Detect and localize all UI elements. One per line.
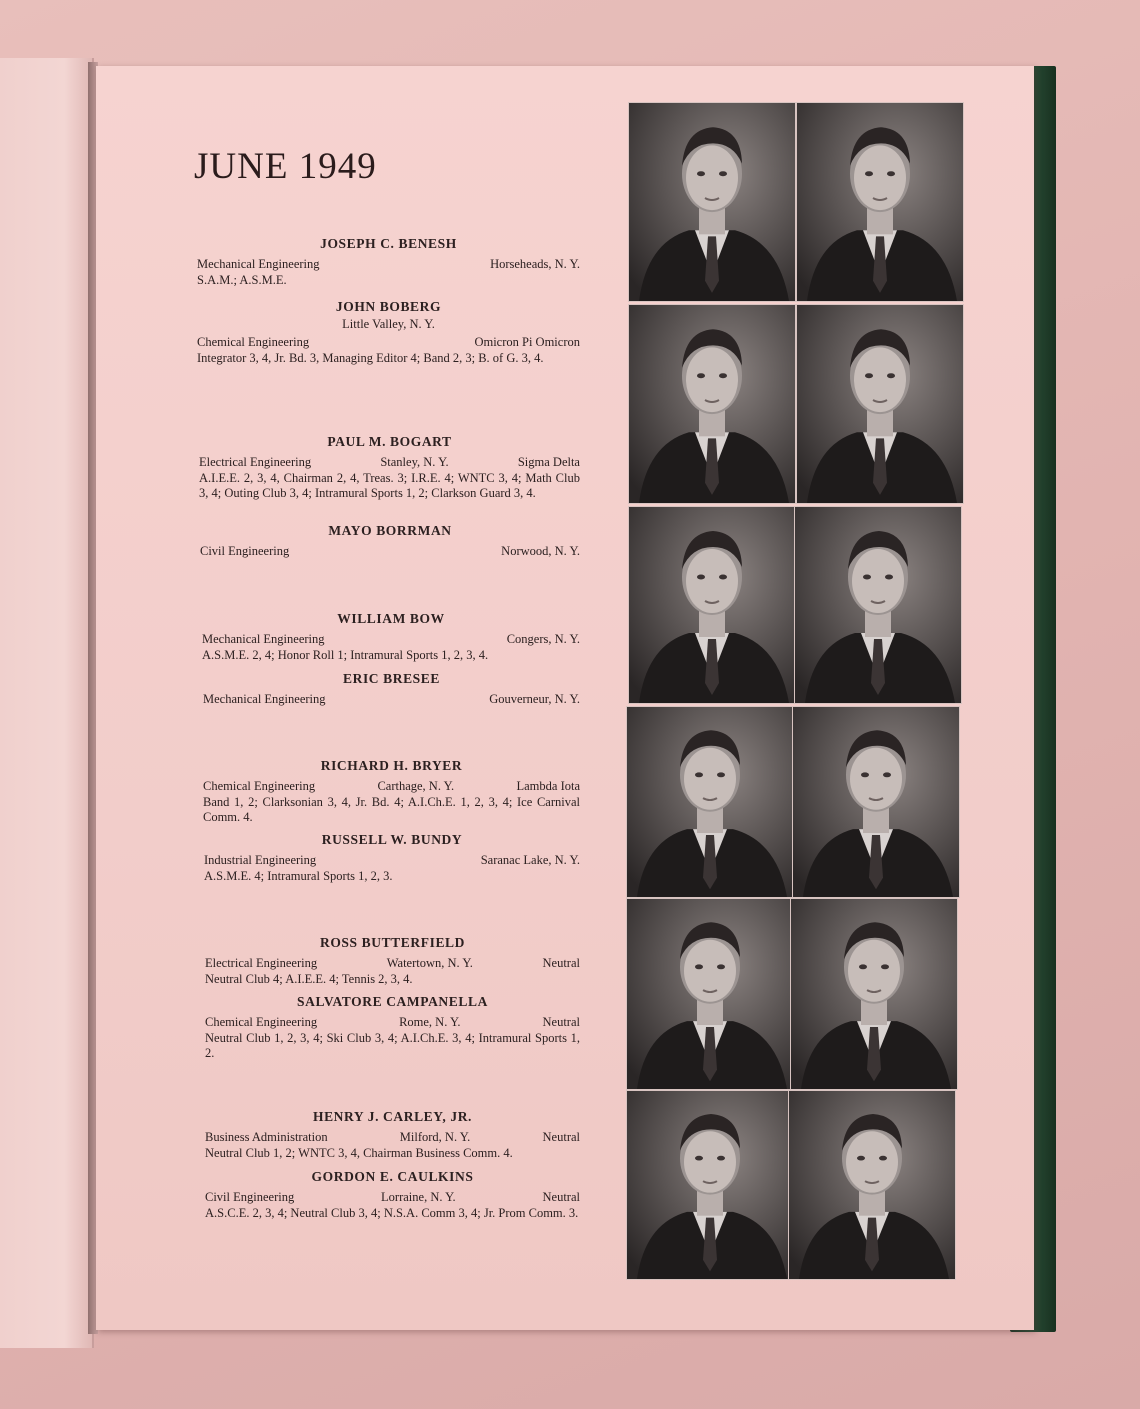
senior-fraternity: Sigma Delta xyxy=(517,455,580,469)
senior-hometown: Lorraine, N. Y. xyxy=(381,1190,456,1204)
senior-activities: Neutral Club 4; A.I.E.E. 4; Tennis 2, 3, 4. xyxy=(205,972,413,986)
senior-entry xyxy=(202,611,580,663)
senior-details-row xyxy=(200,543,580,560)
senior-details-row xyxy=(202,631,580,648)
senior-fraternity: Lambda Iota xyxy=(516,779,580,793)
senior-major: Electrical Engineering xyxy=(205,956,318,970)
senior-hometown: Omicron Pi Omicron xyxy=(474,335,580,349)
senior-details-row xyxy=(197,256,580,273)
senior-major: Chemical Engineering xyxy=(197,335,310,349)
senior-major: Electrical Engineering xyxy=(199,455,312,469)
senior-name: PAUL M. BOGART xyxy=(327,434,452,449)
senior-major: Mechanical Engineering xyxy=(203,692,326,706)
senior-entry xyxy=(205,994,580,1061)
senior-entry xyxy=(203,671,580,708)
senior-fraternity: Neutral xyxy=(542,1190,580,1204)
left-page-edge xyxy=(0,58,94,1348)
portrait-photo xyxy=(796,304,964,504)
senior-details-row xyxy=(199,454,580,471)
senior-fraternity: Neutral xyxy=(542,1015,580,1029)
senior-major: Mechanical Engineering xyxy=(202,632,325,646)
senior-name: MAYO BORRMAN xyxy=(328,523,452,538)
portrait-photo xyxy=(788,1090,956,1280)
senior-entry xyxy=(205,935,580,987)
portrait-photo xyxy=(626,898,794,1090)
portrait-photo xyxy=(794,506,962,704)
portrait-photo xyxy=(628,506,796,704)
senior-name: WILLIAM BOW xyxy=(337,611,445,626)
senior-activities: S.A.M.; A.S.M.E. xyxy=(197,273,287,287)
portrait-photo xyxy=(626,706,794,898)
senior-name: ERIC BRESEE xyxy=(342,671,440,686)
senior-name: HENRY J. CARLEY, JR. xyxy=(312,1109,473,1124)
senior-details-row xyxy=(203,778,580,795)
senior-activities: A.S.C.E. 2, 3, 4; Neutral Club 3, 4; N.S.A. Comm 3, 4; Jr. Prom Comm. 3. xyxy=(205,1206,579,1220)
senior-hometown: Carthage, N. Y. xyxy=(377,779,455,793)
senior-entry xyxy=(205,1169,580,1221)
portrait-photo xyxy=(792,706,960,898)
senior-activities: A.I.E.E. 2, 3, 4, Chairman 2, 4, Treas. 3; I.R.E. 4; WNTC 3, 4; Math Club 3, 4; Outing Club 3, 4; Intramural Sports 1, 2; Clarkson Guard 3, 4. xyxy=(199,471,580,500)
senior-hometown: Stanley, N. Y. xyxy=(380,455,449,469)
senior-entry xyxy=(205,1109,580,1161)
senior-hometown: Norwood, N. Y. xyxy=(501,544,580,558)
senior-entry xyxy=(199,434,580,501)
portrait-photo xyxy=(628,102,796,302)
senior-entry xyxy=(197,236,580,288)
page-heading: JUNE 1949 xyxy=(194,146,377,187)
senior-hometown: Gouverneur, N. Y. xyxy=(489,692,580,706)
senior-major: Mechanical Engineering xyxy=(197,257,320,271)
senior-hometown: Milford, N. Y. xyxy=(399,1130,471,1144)
senior-details-row xyxy=(203,691,580,708)
senior-name: RICHARD H. BRYER xyxy=(320,758,463,773)
portrait-photo xyxy=(626,1090,794,1280)
senior-entry xyxy=(203,758,580,825)
senior-major: Chemical Engineering xyxy=(203,779,316,793)
senior-name: SALVATORE CAMPANELLA xyxy=(297,994,488,1009)
senior-activities: A.S.M.E. 2, 4; Honor Roll 1; Intramural Sports 1, 2, 3, 4. xyxy=(202,648,489,662)
senior-activities: Neutral Club 1, 2, 3, 4; Ski Club 3, 4; A.I.Ch.E. 3, 4; Intramural Sports 1, 2. xyxy=(205,1031,580,1060)
senior-hometown: Saranac Lake, N. Y. xyxy=(480,853,580,867)
senior-hometown: Little Valley, N. Y. xyxy=(342,317,435,331)
senior-details-row xyxy=(204,852,580,869)
senior-details-row xyxy=(205,955,580,972)
senior-activities: Band 1, 2; Clarksonian 3, 4, Jr. Bd. 4; A.I.Ch.E. 1, 2, 3, 4; Ice Carnival Comm. 4. xyxy=(203,795,580,824)
senior-name: JOSEPH C. BENESH xyxy=(320,236,457,251)
portrait-photo xyxy=(628,304,796,504)
senior-major: Civil Engineering xyxy=(200,544,290,558)
portrait-photo xyxy=(790,898,958,1090)
senior-activities: Integrator 3, 4, Jr. Bd. 3, Managing Editor 4; Band 2, 3; B. of G. 3, 4. xyxy=(197,351,544,365)
senior-entry xyxy=(200,523,580,560)
senior-entry xyxy=(197,299,580,366)
senior-name: RUSSELL W. BUNDY xyxy=(321,832,463,847)
senior-activities: Neutral Club 1, 2; WNTC 3, 4, Chairman Business Comm. 4. xyxy=(205,1146,513,1160)
senior-fraternity: Neutral xyxy=(542,1130,580,1144)
senior-major: Chemical Engineering xyxy=(205,1015,318,1029)
senior-details-row xyxy=(205,1129,580,1146)
senior-name: ROSS BUTTERFIELD xyxy=(319,935,465,950)
senior-hometown: Watertown, N. Y. xyxy=(386,956,473,970)
senior-hometown: Horseheads, N. Y. xyxy=(490,257,580,271)
senior-major: Industrial Engineering xyxy=(204,853,317,867)
senior-fraternity: Neutral xyxy=(542,956,580,970)
senior-details-row xyxy=(205,1189,580,1206)
senior-major: Business Administration xyxy=(205,1130,328,1144)
senior-name: JOHN BOBERG xyxy=(335,299,442,314)
senior-hometown: Congers, N. Y. xyxy=(506,632,580,646)
portrait-grid xyxy=(626,102,966,1282)
senior-details-row xyxy=(197,334,580,351)
senior-name: GORDON E. CAULKINS xyxy=(311,1169,474,1184)
senior-hometown: Rome, N. Y. xyxy=(399,1015,461,1029)
senior-major: Civil Engineering xyxy=(205,1190,295,1204)
senior-details-row xyxy=(205,1014,580,1031)
portrait-photo xyxy=(796,102,964,302)
senior-activities: A.S.M.E. 4; Intramural Sports 1, 2, 3. xyxy=(204,869,393,883)
senior-entry xyxy=(204,832,580,884)
